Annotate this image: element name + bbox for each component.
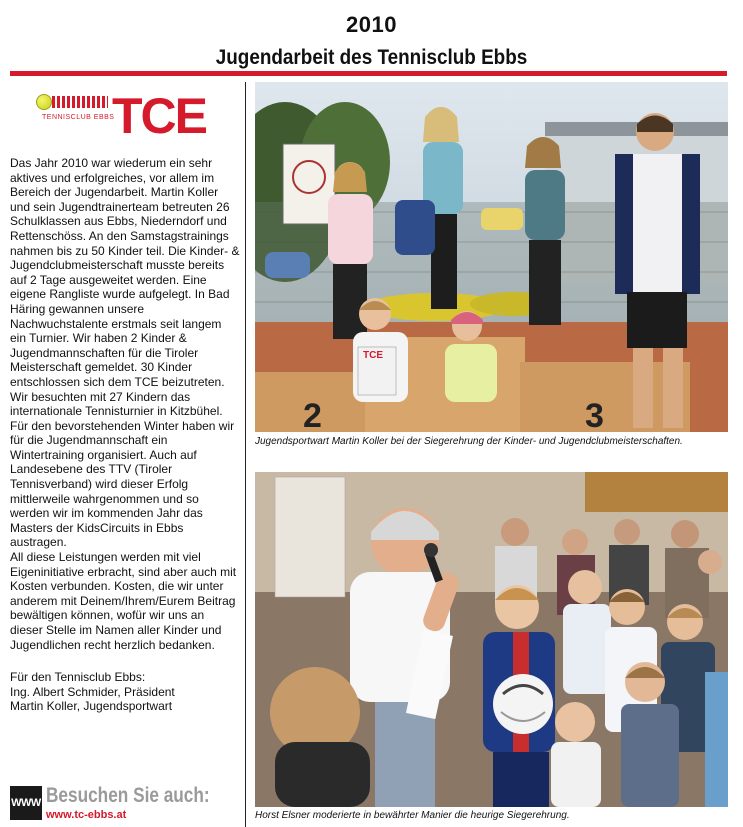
shirt-logo-text: TCE	[363, 350, 383, 361]
tce-logo	[34, 90, 224, 146]
article-body	[10, 156, 240, 652]
signature-line: Ing. Albert Schmider, Präsident	[10, 684, 175, 699]
logo-club-name: TENNISCLUB EBBS	[42, 114, 115, 121]
signature-intro: Für den Tennisclub Ebbs:	[10, 670, 146, 684]
signature-block	[10, 670, 240, 714]
year-heading: 2010	[346, 12, 397, 37]
www-badge: WWW	[10, 786, 42, 820]
website-link[interactable]: www.tc-ebbs.at	[46, 809, 127, 821]
article-paragraph: Das Jahr 2010 war wiederum ein sehr aktives und erfolgreiches, vor allem im Bereich der Jugendarbeit. Martin Koller und sein Jugendtrainerteam betreuten 26 Schulklassen aus Ebbs, Niederndorf und Rettenschöss. An den Samstagstrainings nahmen bis zu 50 Kinder teil. Die Kinder- & Jugendclubmeisterschaft musste bereits auf 2 Tage ausgeweitet werden. Eine eigene Rangliste wurde aufgelegt. In Bad Häring gewannen unsere Nachwuchstalente erstmals seit langem ein Turnier. Wir haben 2 Kinder & Jugendmannschaften für die Tiroler Meisterschaft gemeldet. 30 Kinder entschlossen sich dem TCE beizutreten. Wir besuchten mit 27 Kindern das internationale Tennisturnier in Kitzbühel. Für den bevorstehenden Winter haben wir für die Jugendmannschaft ein Wintertraining organisiert. Auch auf Landesebene des TTV (Tiroler Tennisverband) wird dieser Erfolg mittlerweile wahrgenommen und so werden wir im kommenden Jahr das Masters der KidsCircuits in Ebbs austragen.	[10, 156, 240, 550]
logo-stripes	[52, 96, 108, 108]
page-title: Jugendarbeit des Tennisclub Ebbs	[215, 46, 528, 69]
photo-award-ceremony	[255, 82, 728, 432]
article-paragraph: All diese Leistungen werden mit viel Eigeninitiative erbracht, sind aber auch mit Kosten verbunden. Kosten, die wir unter anderem mit Deinem/Ihrem/Eurem Beitrag bewältigen können, wofür wir uns an dieser Stelle im Namen aller Kinder und Jugendlichen recht herzlich bedanken.	[10, 550, 237, 652]
tennis-ball-icon	[36, 94, 52, 110]
title-underline	[10, 71, 727, 76]
photo-caption-1: Jugendsportwart Martin Koller bei der Siegerehrung der Kinder- und Jugendclubmeisterschaften.	[255, 436, 683, 447]
photo-moderator	[255, 472, 728, 807]
podium-number-3: 3	[585, 397, 604, 432]
visit-label: Besuchen Sie auch:	[46, 784, 210, 807]
column-divider	[245, 82, 246, 827]
visit-banner	[10, 784, 242, 824]
photo-caption-2: Horst Elsner moderierte in bewährter Manier die heurige Siegerehrung.	[255, 810, 570, 821]
logo-letters: TCE	[112, 88, 206, 144]
podium-number-2: 2	[303, 397, 322, 432]
signature-line: Martin Koller, Jugendsportwart	[10, 699, 173, 714]
